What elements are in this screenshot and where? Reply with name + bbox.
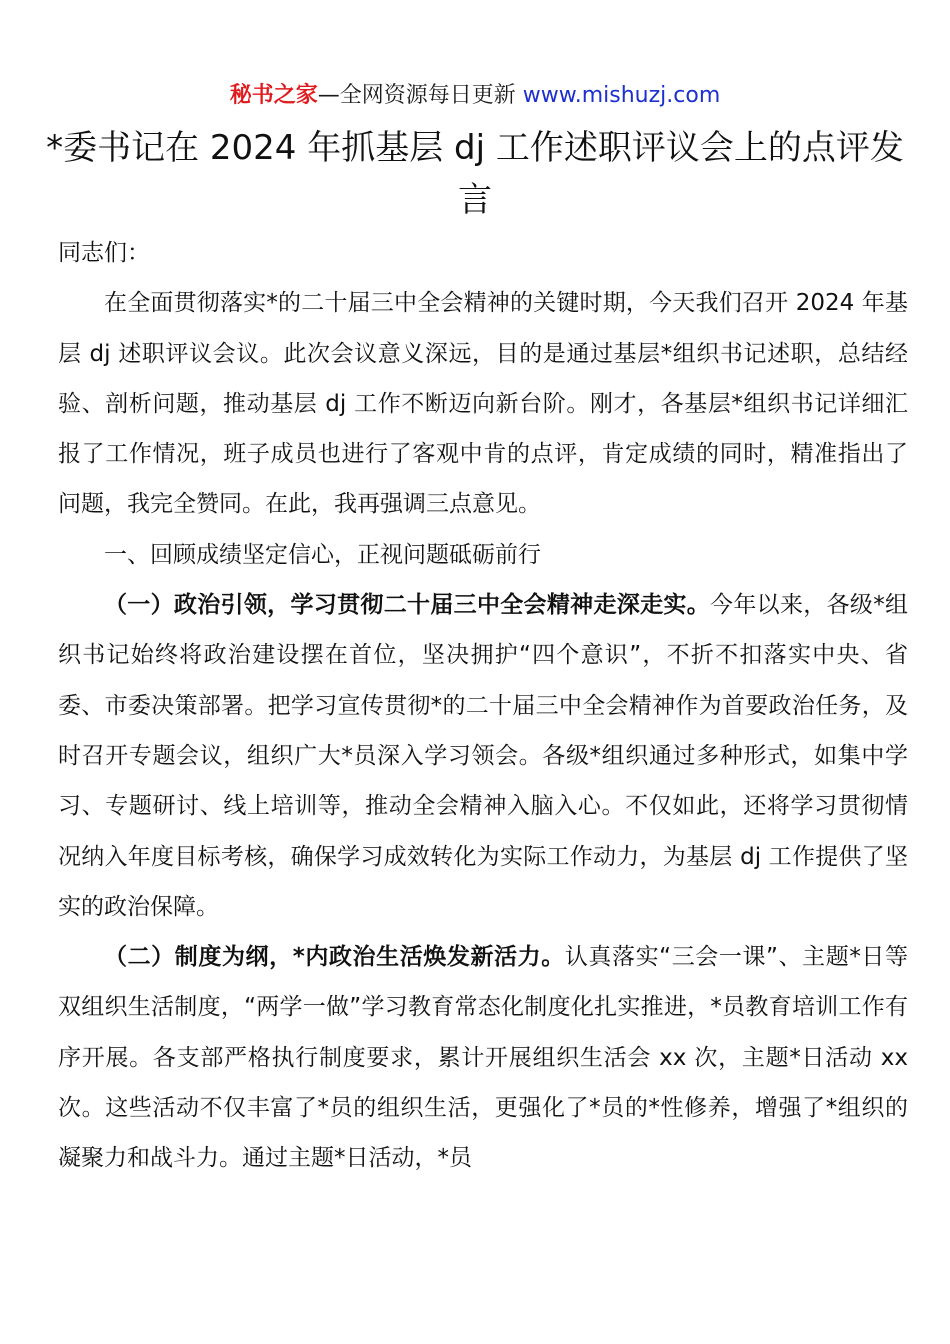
document-title: *委书记在 2024 年抓基层 dj 工作述职评议会上的点评发言: [46, 128, 904, 220]
paragraph-system: [58, 932, 908, 1183]
site-url-link[interactable]: www.mishuzj.com: [522, 83, 721, 108]
paragraph-text: 认真落实“三会一课”、主题*日等双组织生活制度，“两学一做”学习教育常态化制度化扎实推进，*员教育培训工作有序开展。各支部严格执行制度要求，累计开展组织生活会 xx 次，主题*日活动 xx 次。这些活动不仅丰富了*员的组织生活，更强化了*员的*性修养，增强了*组织的凝聚力和战斗力。通过主题*日活动，*员: [58, 944, 908, 1172]
paragraph-lead: （一）政治引领，学习贯彻二十届三中全会精神走深走实。: [104, 592, 711, 619]
section-heading-1: 一、回顾成绩坚定信心，正视问题砥砺前行: [104, 541, 541, 568]
site-header: [0, 80, 950, 112]
salutation: 同志们：: [58, 240, 150, 266]
paragraph-political: [58, 580, 908, 932]
paragraph-lead: （二）制度为纲，*内政治生活焕发新活力。: [104, 944, 565, 971]
document-body: [58, 228, 908, 1184]
paragraph-text: 今年以来，各级*组织书记始终将政治建设摆在首位，坚决拥护“四个意识”，不折不扣落实中央、省委、市委决策部署。把学习宣传贯彻*的二十届三中全会精神作为首要政治任务，及时召开专题会议，组织广大*员深入学习领会。各级*组织通过多种形式，如集中学习、专题研讨、线上培训等，推动全会精神入脑入心。不仅如此，还将学习贯彻情况纳入年度目标考核，确保学习成效转化为实际工作动力，为基层 dj 工作提供了坚实的政治保障。: [58, 592, 909, 920]
site-tagline: —全网资源每日更新: [317, 83, 523, 108]
paragraph-intro: 在全面贯彻落实*的二十届三中全会精神的关键时期，今天我们召开 2024 年基层 dj 述职评议会议。此次会议意义深远，目的是通过基层*组织书记述职，总结经验、剖析问题，推动基层 dj 工作不断迈向新台阶。刚才，各基层*组织书记详细汇报了工作情况，班子成员也进行了客观中肯的点评，肯定成绩的同时，精准指出了问题，我完全赞同。在此，我再强调三点意见。: [58, 290, 908, 518]
site-brand: 秘书之家: [229, 83, 318, 108]
